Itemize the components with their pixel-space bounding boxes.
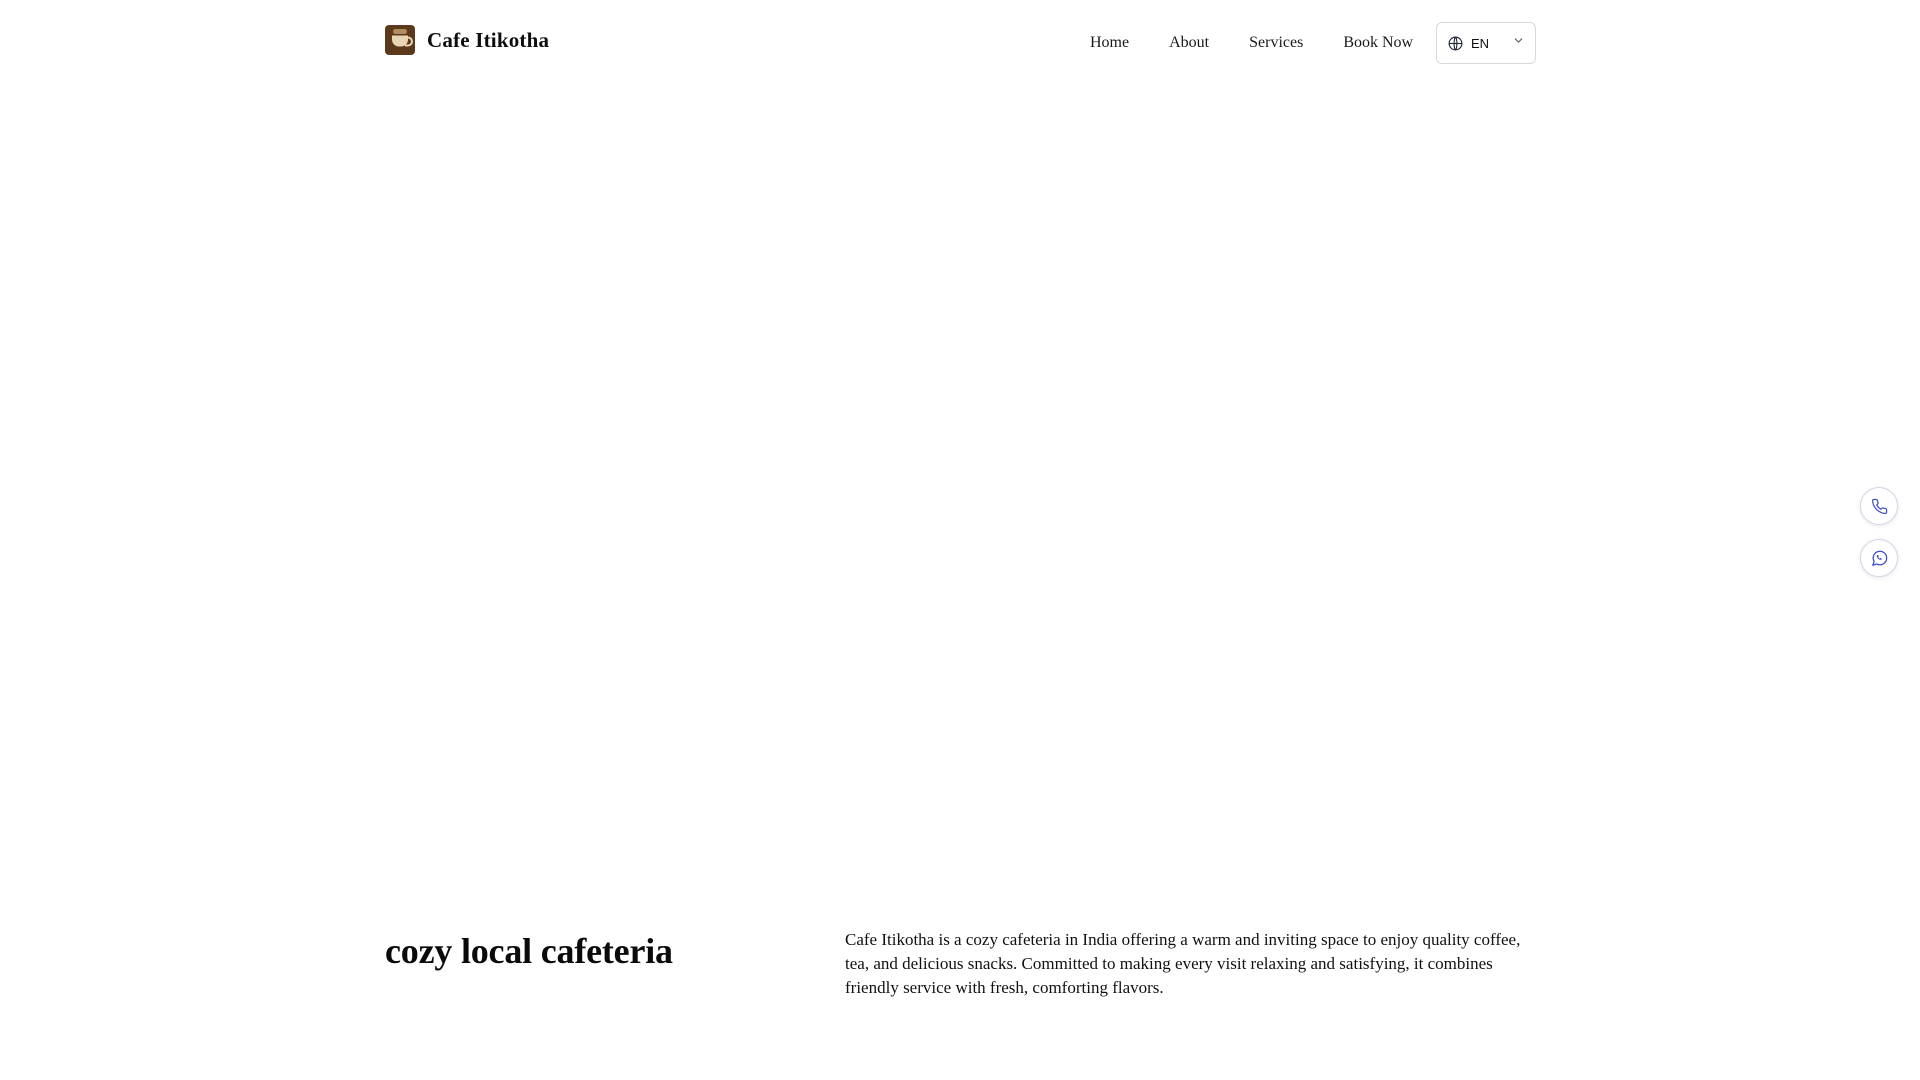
intro-heading: cozy local cafeteria <box>385 931 673 971</box>
whatsapp-icon <box>1870 549 1889 568</box>
floating-action-stack <box>1860 487 1898 577</box>
phone-icon <box>1871 498 1888 515</box>
coffee-cup-logo-icon <box>385 25 415 55</box>
whatsapp-chat-button[interactable] <box>1860 539 1898 577</box>
language-value: EN <box>1471 35 1490 51</box>
nav-item-about[interactable]: About <box>1169 34 1210 51</box>
globe-icon <box>1447 35 1464 52</box>
brand-logo-link[interactable] <box>385 25 549 55</box>
intro-body-text: Cafe Itikotha is a cozy cafeteria in India offering a warm and inviting space to enjoy quality coffee, tea, and delicious snacks. Committed to making every visit relaxing and satisfying, it combines friendly service with fresh, comforting flavors. <box>845 930 1521 998</box>
nav-item-home[interactable]: Home <box>1090 34 1130 51</box>
hero-media-area <box>0 90 1920 910</box>
site-header <box>0 0 1920 90</box>
intro-section <box>0 910 1920 1080</box>
main-nav <box>1070 28 1433 58</box>
nav-item-services[interactable]: Services <box>1249 34 1304 51</box>
chevron-down-icon <box>1512 34 1525 52</box>
nav-item-book-now[interactable]: Book Now <box>1343 34 1414 51</box>
phone-call-button[interactable] <box>1860 487 1898 525</box>
language-switcher[interactable] <box>1436 22 1536 64</box>
brand-name: Cafe Itikotha <box>427 27 550 52</box>
